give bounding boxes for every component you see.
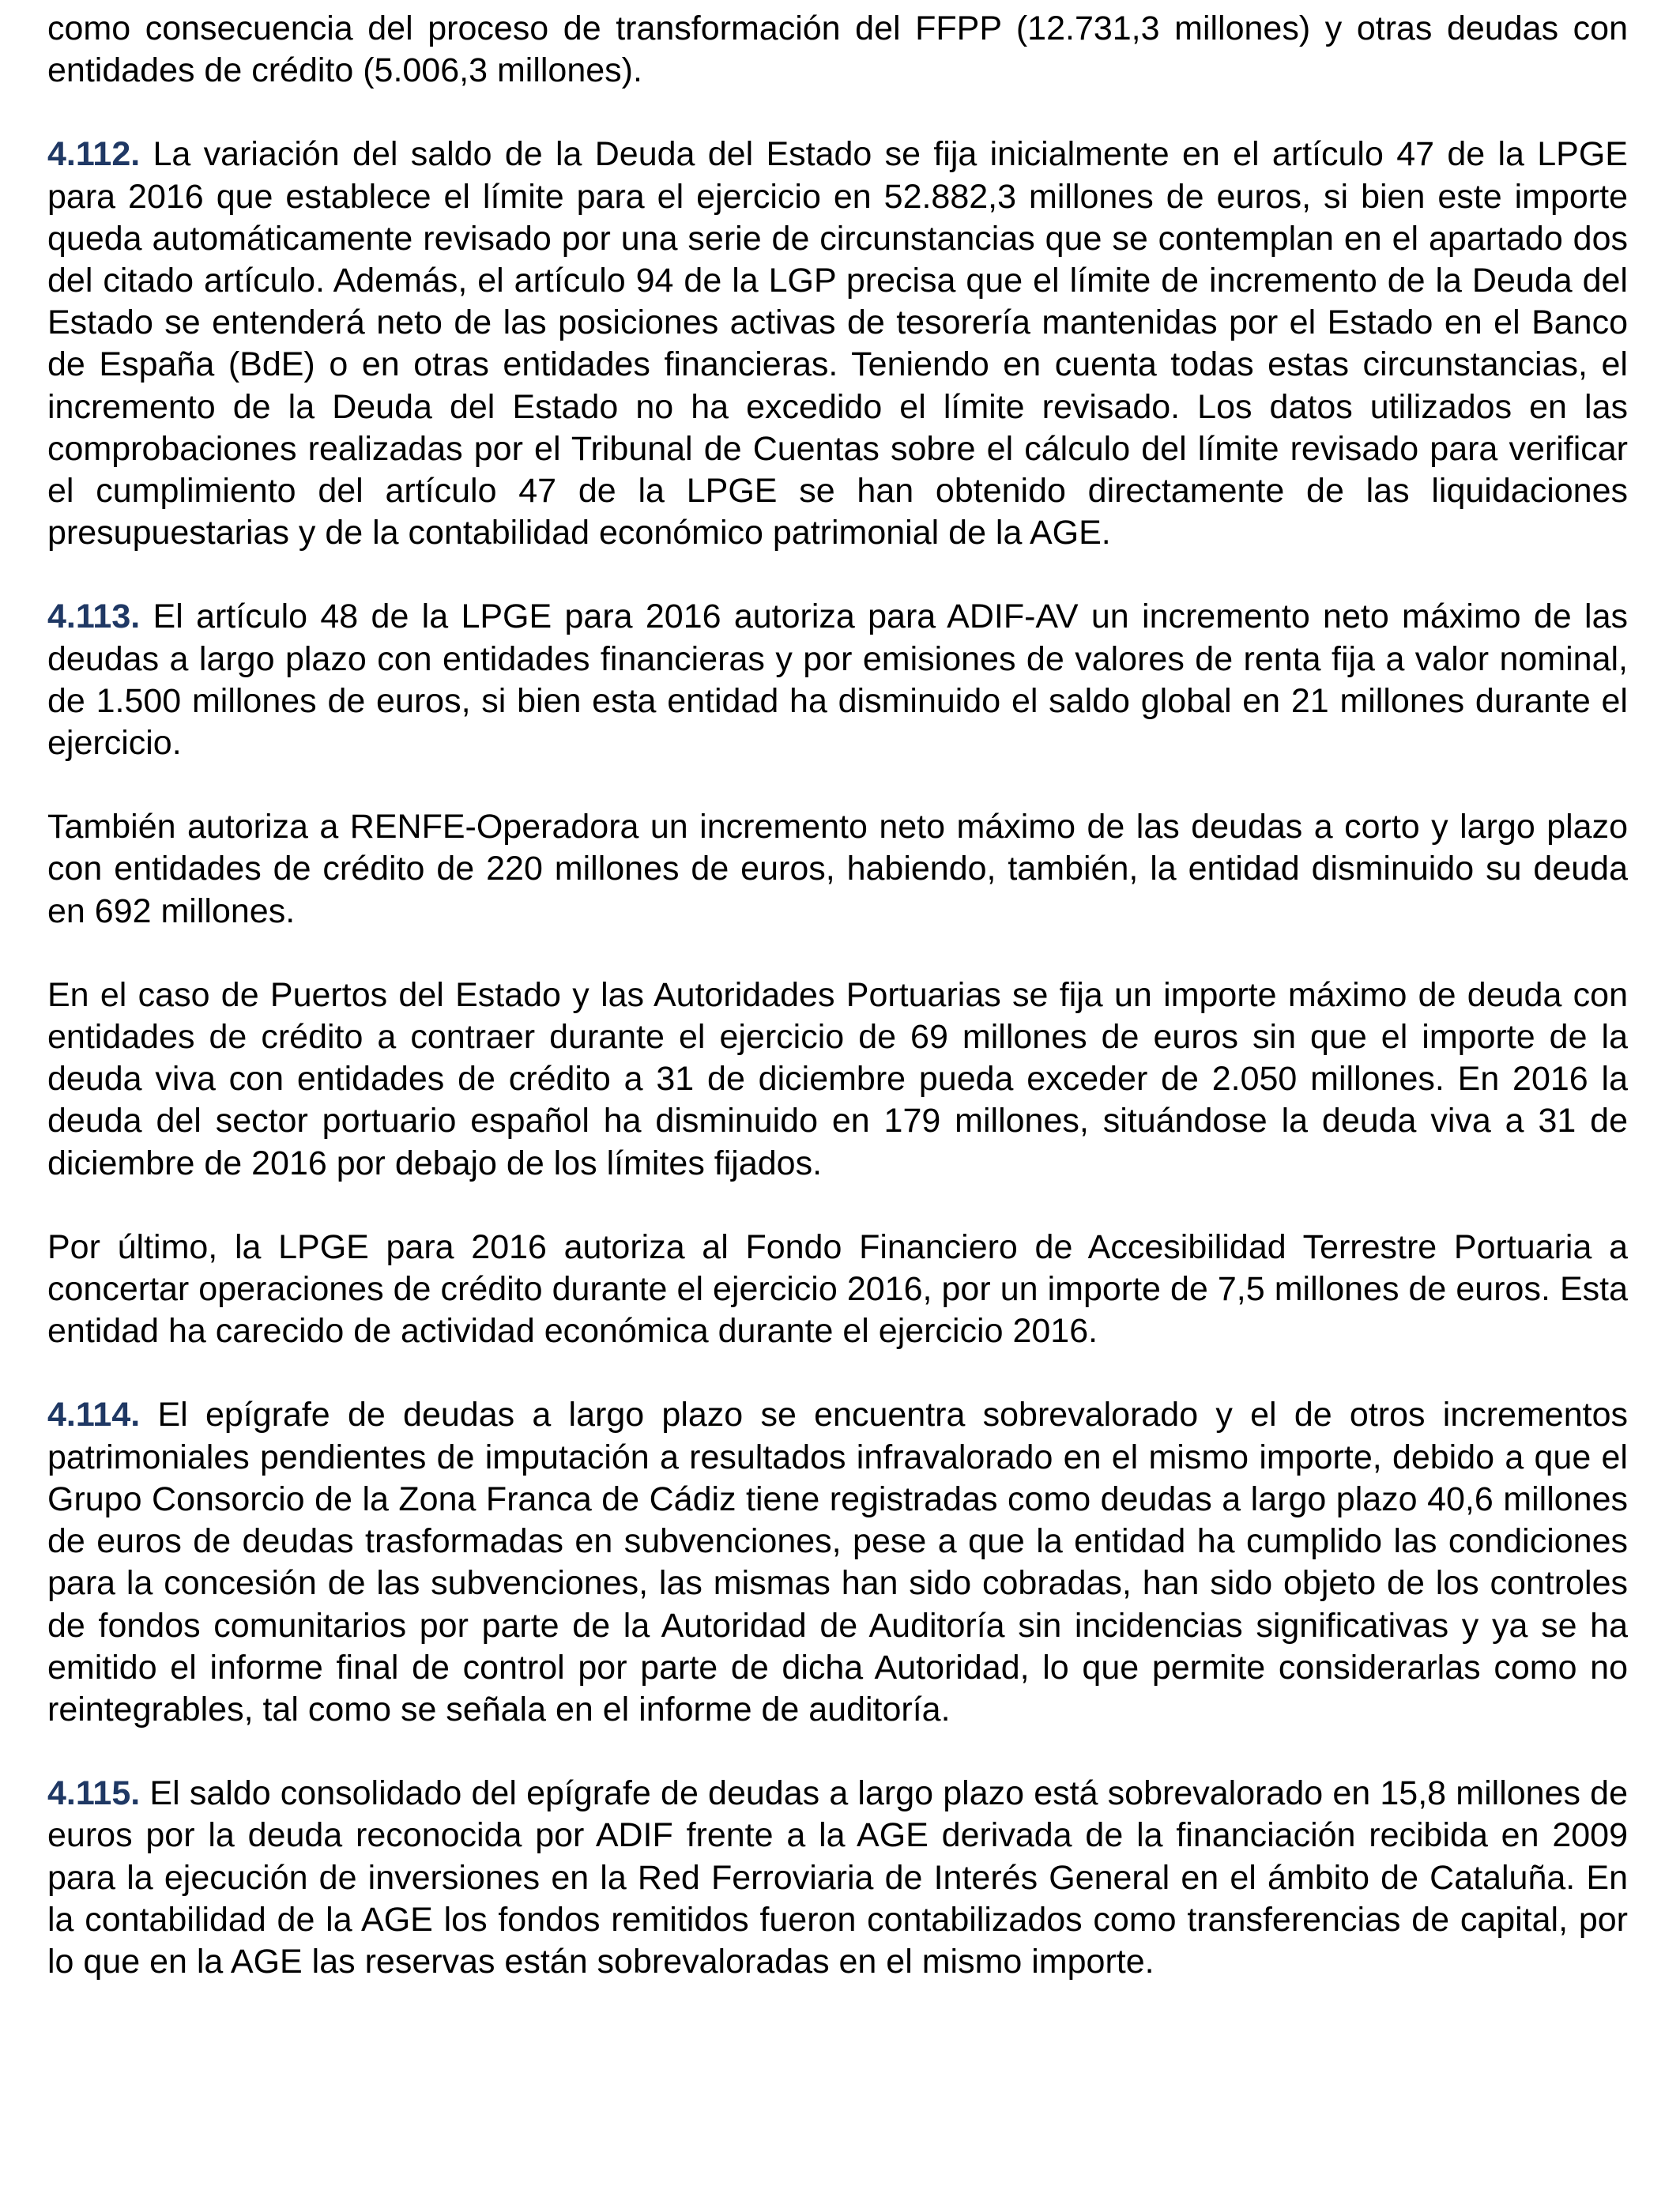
paragraph-number: 4.115. [47,1774,141,1813]
paragraph-text: También autoriza a RENFE-Operadora un incremento neto máximo de las deudas a corto y largo plazo con entidades de crédito de 220 millones de euros, habiendo, también, la entidad disminuido su deuda en 692 millones. [47,808,1628,930]
paragraph-number: 4.114. [47,1396,141,1434]
paragraph-text: Por último, la LPGE para 2016 autoriza al Fondo Financiero de Accesibilidad Terrestre Portuaria a concertar operaciones de crédito durante el ejercicio 2016, por un importe de 7,5 millones de euros. Esta entidad ha carecido de actividad económica durante el ejercicio 2016. [47,1227,1628,1351]
paragraph-continuation [47,8,1628,92]
paragraph-4-113 [47,596,1628,764]
paragraph-puertos [47,974,1628,1185]
paragraph-text: El artículo 48 de la LPGE para 2016 autoriza para ADIF-AV un incremento neto máximo de las deudas a largo plazo con entidades financieras y por emisiones de valores de renta fija a valor nominal, de 1.500 millones de euros, si bien esta entidad ha disminuido el saldo global en 21 millones durante el ejercicio. [47,598,1628,763]
paragraph-fondo-financiero [47,1227,1628,1353]
paragraph-renfe [47,806,1628,933]
paragraph-text: El epígrafe de deudas a largo plazo se encuentra sobrevalorado y el de otros incrementos patrimoniales pendientes de imputación a resultados infravalorado en el mismo importe, debido a que el Grupo Consorcio de la Zona Franca de Cádiz tiene registradas como deudas a largo plazo 40,6 millones de euros de deudas trasformadas en subvenciones, pese a que la entidad ha cumplido las condiciones para la concesión de las subvenciones, las mismas han sido cobradas, han sido objeto de los controles de fondos comunitarios por parte de la Autoridad de Auditoría sin incidencias significativas y ya se ha emitido el informe final de control por parte de dicha Autoridad, lo que permite considerarlas como no reintegrables, tal como se señala en el informe de auditoría. [47,1396,1628,1728]
paragraph-text: como consecuencia del proceso de transformación del FFPP (12.731,3 millones) y otras deudas con entidades de crédito (5.006,3 millones). [47,9,1628,90]
paragraph-4-114 [47,1394,1628,1731]
paragraph-4-115 [47,1773,1628,1983]
document-page [47,8,1628,1983]
paragraph-text: En el caso de Puertos del Estado y las Autoridades Portuarias se fija un importe máximo de deuda con entidades de crédito a contraer durante el ejercicio de 69 millones de euros sin que el importe de la deuda viva con entidades de crédito a 31 de diciembre pueda exceder de 2.050 millones. En 2016 la deuda del sector portuario español ha disminuido en 179 millones, situándose la deuda viva a 31 de diciembre de 2016 por debajo de los límites fijados. [47,975,1628,1182]
paragraph-4-112 [47,134,1628,554]
paragraph-text: La variación del saldo de la Deuda del Estado se fija inicialmente en el artículo 47 de la LPGE para 2016 que establece el límite para el ejercicio en 52.882,3 millones de euros, si bien este importe queda automáticamente revisado por una serie de circunstancias que se contemplan en el apartado dos del citado artículo. Además, el artículo 94 de la LGP precisa que el límite de incremento de la Deuda del Estado se entenderá neto de las posiciones activas de tesorería mantenidas por el Estado en el Banco de España (BdE) o en otras entidades financieras. Teniendo en cuenta todas estas circunstancias, el incremento de la Deuda del Estado no ha excedido el límite revisado. Los datos utilizados en las comprobaciones realizadas por el Tribunal de Cuentas sobre el cálculo del límite revisado para verificar el cumplimiento del artículo 47 de la LPGE se han obtenido directamente de las liquidaciones presupuestarias y de la contabilidad económico patrimonial de la AGE. [47,135,1628,552]
paragraph-number: 4.112. [47,135,141,174]
paragraph-text: El saldo consolidado del epígrafe de deudas a largo plazo está sobrevalorado en 15,8 millones de euros por la deuda reconocida por ADIF frente a la AGE derivada de la financiación recibida en 2009 para la ejecución de inversiones en la Red Ferroviaria de Interés General en el ámbito de Cataluña. En la contabilidad de la AGE los fondos remitidos fueron contabilizados como transferencias de capital, por lo que en la AGE las reservas están sobrevaloradas en el mismo importe. [47,1774,1629,1981]
paragraph-number: 4.113. [47,598,141,636]
